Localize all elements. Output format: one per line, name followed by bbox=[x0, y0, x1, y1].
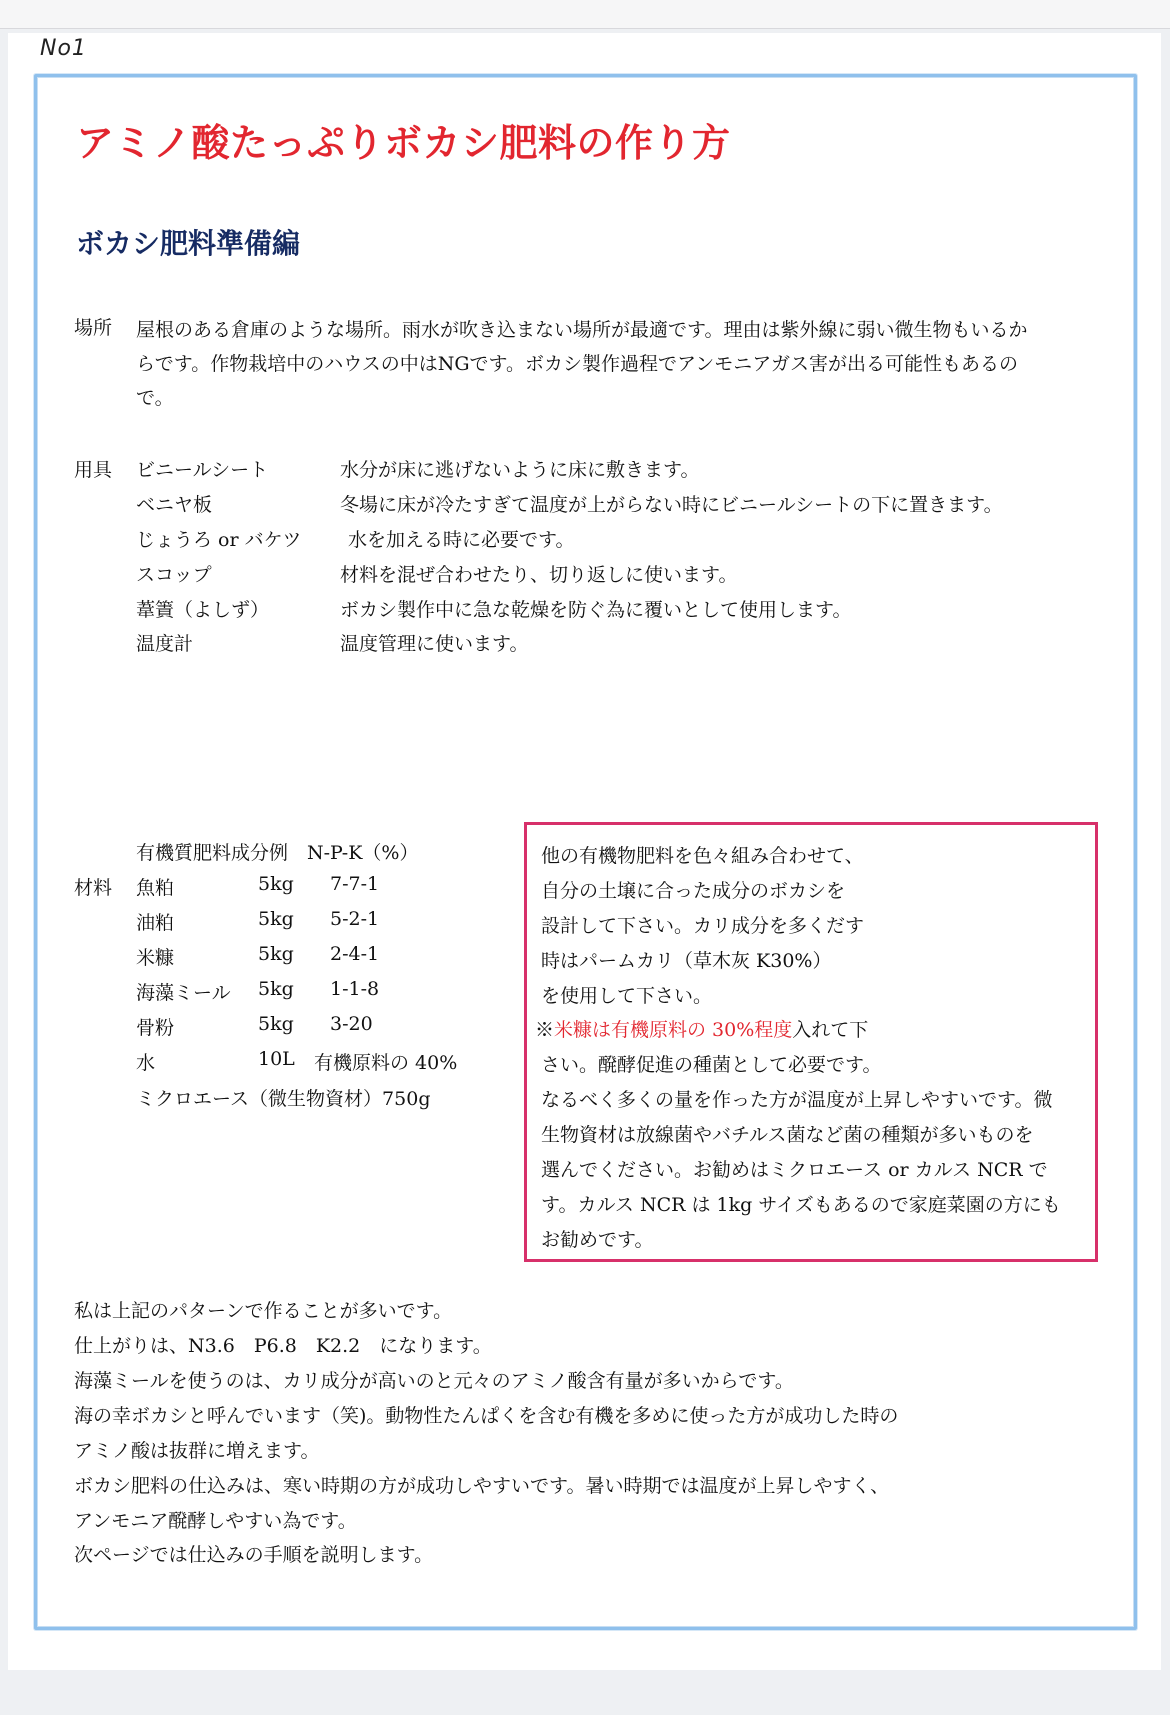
tool-desc: 冬場に床が冷たすぎて温度が上がらない時にビニールシートの下に置きます。 bbox=[340, 494, 1003, 516]
material-npk: 2-4-1 bbox=[330, 943, 380, 965]
material-amount: 5kg bbox=[258, 978, 294, 1000]
body-line: ボカシ肥料の仕込みは、寒い時期の方が成功しやすいです。暑い時期では温度が上昇しやすく、 bbox=[74, 1475, 890, 1497]
tool-desc: 材料を混ぜ合わせたり、切り返しに使います。 bbox=[340, 564, 738, 586]
material-name: 魚粕 bbox=[136, 877, 175, 899]
note-line: 設計して下さい。カリ成分を多くだす bbox=[541, 915, 865, 937]
place-line: 屋根のある倉庫のような場所。雨水が吹き込まない場所が最適です。理由は紫外線に弱い微生物もいるか bbox=[136, 319, 1028, 341]
materials-footer: ミクロエース（微生物資材）750g bbox=[136, 1088, 431, 1110]
note-highlight-red: 米糠は有機原料の 30%程度 bbox=[554, 1019, 793, 1041]
page-number: No1 bbox=[40, 36, 87, 61]
place-label: 場所 bbox=[74, 317, 113, 339]
material-name: 海藻ミール bbox=[136, 982, 231, 1004]
place-line: で。 bbox=[136, 387, 174, 409]
note-line: 自分の土壌に合った成分のボカシを bbox=[541, 880, 846, 902]
body-line: 海の幸ボカシと呼んでいます（笑)。動物性たんぱくを含む有機を多めに使った方が成功した時の bbox=[74, 1405, 899, 1427]
material-amount: 10L bbox=[258, 1048, 295, 1070]
note-line: 時はパームカリ（草木灰 K30%） bbox=[541, 950, 832, 972]
material-npk: 5-2-1 bbox=[330, 908, 380, 930]
tool-name: スコップ bbox=[136, 564, 212, 586]
tool-desc: 温度管理に使います。 bbox=[340, 633, 529, 655]
note-highlight-rest: 入れて下 bbox=[792, 1019, 869, 1041]
page-title: アミノ酸たっぷりボカシ肥料の作り方 bbox=[76, 121, 731, 165]
place-line: らです。作物栽培中のハウスの中はNGです。ボカシ製作過程でアンモニアガス害が出る可能性もあるの bbox=[136, 353, 1019, 375]
material-npk: 3-20 bbox=[330, 1013, 373, 1035]
viewer-top-bar bbox=[0, 0, 1170, 29]
note-line: お勧めです。 bbox=[541, 1229, 654, 1251]
body-line: 私は上記のパターンで作ることが多いです。 bbox=[74, 1300, 453, 1322]
place-text bbox=[136, 313, 1092, 415]
tool-desc: 水分が床に逃げないように床に敷きます。 bbox=[340, 459, 700, 481]
note-line: 他の有機物肥料を色々組み合わせて、 bbox=[541, 845, 864, 867]
tool-desc: 水を加える時に必要です。 bbox=[348, 529, 575, 551]
note-line: を使用して下さい。 bbox=[541, 985, 713, 1007]
note-line: なるべく多くの量を作った方が温度が上昇しやすいです。微 bbox=[541, 1089, 1053, 1111]
body-line: アミノ酸は抜群に増えます。 bbox=[74, 1440, 320, 1462]
material-npk: 7-7-1 bbox=[330, 873, 380, 895]
material-npk: 有機原料の 40% bbox=[314, 1052, 458, 1074]
tool-name: じょうろ or バケツ bbox=[136, 529, 302, 551]
tool-name: 葦簀（よしず） bbox=[136, 599, 270, 621]
material-npk: 1-1-8 bbox=[330, 978, 380, 1000]
note-line: さい。醗酵促進の種菌として必要です。 bbox=[541, 1054, 882, 1076]
materials-label: 材料 bbox=[74, 877, 113, 899]
note-line: 選んでください。お勧めはミクロエース or カルス NCR で bbox=[541, 1159, 1048, 1181]
note-line: す。カルス NCR は 1kg サイズもあるので家庭菜園の方にも bbox=[541, 1194, 1061, 1216]
material-name: 油粕 bbox=[136, 912, 175, 934]
body-line: 次ページでは仕込みの手順を説明します。 bbox=[74, 1544, 434, 1566]
material-name: 骨粉 bbox=[136, 1017, 175, 1039]
note-highlight-mark: ※ bbox=[535, 1019, 555, 1041]
body-line: 仕上がりは、N3.6 P6.8 K2.2 になります。 bbox=[74, 1335, 492, 1357]
material-amount: 5kg bbox=[258, 908, 294, 930]
note-highlight-line bbox=[535, 1015, 868, 1042]
tool-name: ビニールシート bbox=[136, 459, 269, 481]
note-line: 生物資材は放線菌やバチルス菌など菌の種類が多いものを bbox=[541, 1124, 1034, 1146]
tools-label: 用具 bbox=[74, 459, 113, 481]
section-title: ボカシ肥料準備編 bbox=[76, 227, 301, 260]
material-name: 水 bbox=[136, 1052, 156, 1074]
material-name: 米糠 bbox=[136, 947, 175, 969]
body-line: 海藻ミールを使うのは、カリ成分が高いのと元々のアミノ酸含有量が多いからです。 bbox=[74, 1370, 794, 1392]
material-amount: 5kg bbox=[258, 873, 294, 895]
tool-desc: ボカシ製作中に急な乾燥を防ぐ為に覆いとして使用します。 bbox=[340, 599, 852, 621]
tool-name: 温度計 bbox=[136, 633, 194, 655]
body-line: アンモニア醗酵しやすい為です。 bbox=[74, 1510, 357, 1532]
materials-header: 有機質肥料成分例 N-P-K（%） bbox=[136, 842, 419, 864]
material-amount: 5kg bbox=[258, 943, 294, 965]
tool-name: ベニヤ板 bbox=[136, 494, 213, 516]
material-amount: 5kg bbox=[258, 1013, 294, 1035]
